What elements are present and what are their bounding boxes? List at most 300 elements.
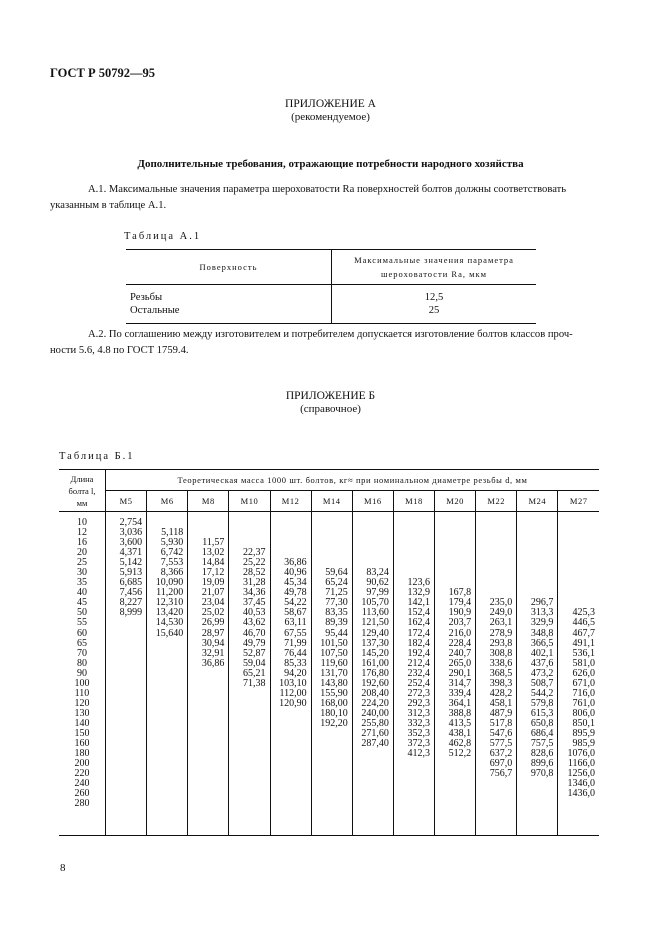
table-b1-mass-value: 364,1 <box>448 697 472 709</box>
table-b1-diameter-header: М12 <box>270 491 311 512</box>
table-b1-mass-value <box>312 548 348 558</box>
table-b1-mass-value: 338,6 <box>489 657 513 669</box>
table-b1-mass-value: 224,20 <box>361 697 389 709</box>
table-b1-mass-value: 5,142 <box>119 557 143 569</box>
table-b1-mass-value <box>188 689 224 699</box>
table-b1-mass-column <box>476 512 517 836</box>
table-b1-mass-value <box>229 759 265 769</box>
table-b1-mass-value <box>147 739 183 749</box>
table-b1-mass-value: 25,02 <box>201 607 225 619</box>
table-b1-mass-value <box>435 799 471 809</box>
table-b1-mass-value <box>476 779 512 789</box>
table-b1-mass-value <box>517 538 553 548</box>
table-b1-diameter-header: М16 <box>352 491 393 512</box>
table-b1-mass-column <box>393 512 434 836</box>
table-b1-mass-value <box>517 558 553 568</box>
table-b1-mass-value <box>271 719 307 729</box>
table-b1-mass-value: 615,3 <box>530 707 554 719</box>
table-b1-diameter-header: М22 <box>476 491 517 512</box>
table-b1-mass-value <box>476 518 512 528</box>
table-b1-mass-value <box>558 548 595 558</box>
table-b1-mass-value <box>188 669 224 679</box>
table-b1-mass-value: 6,742 <box>160 547 184 559</box>
table-b1-mass-value <box>435 779 471 789</box>
table-b1-mass-value: 232,4 <box>407 667 430 679</box>
table-b1-mass-value: 467,7 <box>572 627 595 639</box>
table-b1-mass-value <box>271 769 307 779</box>
table-b1-mass-value: 1166,0 <box>567 758 595 770</box>
table-a1 <box>126 249 536 324</box>
table-b1-mass-value <box>106 799 142 809</box>
table-b1-mass-value <box>106 749 142 759</box>
table-a1-col-surface: Поверхность <box>126 250 332 285</box>
table-b1-mass-value: 970,8 <box>530 768 554 780</box>
table-b1-length-value: 240 <box>74 778 90 790</box>
table-b1-mass-value: 398,3 <box>489 677 513 689</box>
table-b1-mass-value: 487,9 <box>489 707 513 719</box>
table-b1-mass-value <box>147 719 183 729</box>
table-b1-mass-value: 155,90 <box>320 687 348 699</box>
table-b1-mass-value: 240,00 <box>361 707 389 719</box>
table-b1-length-value: 140 <box>74 717 90 729</box>
table-b1-mass-value: 37,45 <box>243 597 266 609</box>
table-b1-mass-column <box>147 512 188 836</box>
table-b1-mass-value: 508,7 <box>530 677 554 689</box>
table-b1-mass-column <box>270 512 311 836</box>
table-b1-mass-value: 120,90 <box>279 697 307 709</box>
table-b1-mass-header: Теоретическая масса 1000 шт. болтов, кг≈ при номинальном диаметре резьбы d, мм <box>106 470 600 491</box>
table-b1-mass-value <box>188 709 224 719</box>
table-a1-values: 12,5 25 <box>332 285 537 324</box>
table-b1-mass-value: 828,6 <box>530 748 554 760</box>
table-b1-mass-value: 1256,0 <box>567 768 595 780</box>
table-b1-mass-value: 7,553 <box>160 557 184 569</box>
table-b1-mass-value: 13,420 <box>155 607 184 619</box>
table-b1-mass-value: 446,5 <box>572 617 595 629</box>
table-b1-mass-value: 458,1 <box>489 697 513 709</box>
table-b1-mass-value <box>106 649 142 659</box>
table-b1-mass-value <box>394 538 430 548</box>
table-b1-mass-value <box>476 578 512 588</box>
table-b1-mass-value <box>229 769 265 779</box>
table-b1-mass-value: 240,7 <box>448 647 472 659</box>
table-b1-length-value: 260 <box>74 788 90 800</box>
table-b1-mass-value: 372,3 <box>407 738 430 750</box>
table-b1-mass-value: 49,78 <box>284 587 307 599</box>
table-b1-mass-value: 4,371 <box>119 547 143 559</box>
table-b1-mass-value: 1076,0 <box>567 748 595 760</box>
table-b1-mass-value <box>312 759 348 769</box>
table-b1-mass-value <box>229 789 265 799</box>
table-b1-length-value: 180 <box>74 748 90 760</box>
table-b1-mass-value <box>147 699 183 709</box>
table-b1-mass-value: 77,30 <box>325 597 348 609</box>
table-b1-mass-value: 203,7 <box>448 617 472 629</box>
table-b1-diameter-header: М8 <box>188 491 229 512</box>
table-b1-mass-value: 512,2 <box>448 748 472 760</box>
table-b1-mass-value <box>558 568 595 578</box>
table-b1-mass-value <box>229 749 265 759</box>
table-b1-length-value: 40 <box>77 587 87 599</box>
appendix-a-heading: Дополнительные требования, отражающие потребности народного хозяйства <box>137 158 524 170</box>
table-b1-mass-value: 167,8 <box>448 587 472 599</box>
table-b1-mass-column <box>517 512 558 836</box>
table-b1-mass-value: 6,685 <box>119 577 143 589</box>
table-b1-mass-value <box>106 679 142 689</box>
table-b1-mass-value <box>271 528 307 538</box>
table-b1-mass-value <box>188 739 224 749</box>
table-b1-mass-value: 313,3 <box>530 607 554 619</box>
table-b1-length-value: 200 <box>74 758 90 770</box>
table-b1-mass-value <box>147 759 183 769</box>
table-b1-mass-value: 34,36 <box>243 587 266 599</box>
table-b1-mass-value: 271,60 <box>361 727 389 739</box>
table-b1-mass-value <box>558 528 595 538</box>
table-b1-mass-value: 536,1 <box>572 647 595 659</box>
table-b1-mass-value: 388,8 <box>448 707 472 719</box>
table-b1-mass-value <box>435 568 471 578</box>
table-b1-length-value: 80 <box>77 657 87 669</box>
table-b1-mass-value: 14,84 <box>201 557 225 569</box>
table-b1-length-value: 50 <box>77 607 87 619</box>
table-b1-mass-value: 985,9 <box>572 738 595 750</box>
table-b1-mass-value <box>106 779 142 789</box>
table-b1-mass-value: 26,99 <box>201 617 225 629</box>
table-b1-mass-value <box>106 669 142 679</box>
paragraph-a2 <box>50 327 608 359</box>
table-b1-mass-column <box>229 512 270 836</box>
table-b1-length-column <box>59 512 106 836</box>
table-b1-mass-value: 101,50 <box>320 637 348 649</box>
table-b1-mass-value: 3,036 <box>119 527 143 539</box>
table-b1-mass-value <box>312 749 348 759</box>
table-b1-mass-value <box>147 649 183 659</box>
table-b1-mass-value <box>435 759 471 769</box>
table-b1-mass-value: 36,86 <box>201 657 225 669</box>
table-b1-mass-column <box>352 512 393 836</box>
table-b1-mass-value <box>106 709 142 719</box>
table-b1-mass-value: 850,1 <box>572 717 595 729</box>
table-b1-mass-value <box>147 749 183 759</box>
table-b1-mass-value <box>147 639 183 649</box>
table-b1-mass-value <box>435 548 471 558</box>
table-b1-mass-value: 168,00 <box>320 697 348 709</box>
table-b1-mass-value: 112,00 <box>279 687 307 699</box>
table-b1-mass-value <box>517 578 553 588</box>
table-b1-mass-value: 671,0 <box>572 677 595 689</box>
table-b1-mass-value: 577,5 <box>489 738 513 750</box>
table-b1-length-value: 10 <box>77 517 87 528</box>
table-b1-mass-value: 228,4 <box>448 637 472 649</box>
table-b1-mass-value <box>353 779 389 789</box>
table-b1-mass-value <box>353 518 389 528</box>
table-b1-mass-value <box>353 759 389 769</box>
table-b1-mass-value <box>435 538 471 548</box>
table-b1-mass-value: 3,600 <box>119 537 143 549</box>
table-b1-mass-value <box>312 528 348 538</box>
table-b1-mass-value: 119,60 <box>320 657 348 669</box>
table-b1-mass-value <box>229 719 265 729</box>
table-b1-length-value: 55 <box>77 617 87 629</box>
table-b1-mass-value <box>394 548 430 558</box>
table-b1-mass-value: 11,200 <box>156 587 184 599</box>
table-b1-mass-value: 71,25 <box>325 587 348 599</box>
table-b1-mass-value: 296,7 <box>530 597 554 609</box>
table-b1-mass-value: 437,6 <box>530 657 554 669</box>
paragraph-a2-line-2: ности 5.6, 4.8 по ГОСТ 1759.4. <box>50 345 189 356</box>
table-b1-mass-value: 212,4 <box>407 657 430 669</box>
table-b1-mass-value <box>312 799 348 809</box>
table-b1-mass-value <box>229 518 265 528</box>
table-a1-surfaces: Резьбы Остальные <box>126 285 332 324</box>
table-b1-mass-value: 176,80 <box>361 667 389 679</box>
table-b1-mass-value: 32,91 <box>201 647 225 659</box>
table-b1-mass-value: 25,22 <box>243 557 266 569</box>
table-b1-mass-value <box>312 769 348 779</box>
table-b1-mass-value: 348,8 <box>530 627 554 639</box>
table-b1-mass-value: 23,04 <box>201 597 225 609</box>
table-b1-length-value: 160 <box>74 738 90 750</box>
table-b1-mass-value: 180,10 <box>320 707 348 719</box>
table-b1-length-value: 65 <box>77 637 87 649</box>
table-b1-mass-value: 192,60 <box>361 677 389 689</box>
table-b1-mass-value <box>476 568 512 578</box>
table-b1-mass-value <box>147 769 183 779</box>
table-b1-mass-value <box>229 739 265 749</box>
table-b1-mass-value: 121,50 <box>361 617 389 629</box>
paragraph-a2-line-1: А.2. По соглашению между изготовителем и потребителем допускается изготовление болтов классов проч- <box>88 329 573 340</box>
paragraph-a1-line-1: А.1. Максимальные значения параметра шероховатости Ra поверхностей болтов должны соответствовать <box>88 184 567 195</box>
table-b1-mass-column <box>188 512 229 836</box>
table-b1-mass-value <box>517 789 553 799</box>
table-b1-length-value: 60 <box>77 627 87 639</box>
table-b1-mass-value: 265,0 <box>448 657 472 669</box>
table-b1-mass-value: 12,310 <box>155 597 184 609</box>
table-b1-mass-value: 129,40 <box>361 627 389 639</box>
table-b1-mass-value <box>106 639 142 649</box>
table-b1-mass-value: 145,20 <box>361 647 389 659</box>
table-b1-mass-value: 113,60 <box>361 607 389 619</box>
table-b1-mass-value <box>106 629 142 639</box>
table-b1-mass-value <box>271 709 307 719</box>
table-b1-length-value: 120 <box>74 697 90 709</box>
table-b1-diameter-header: М6 <box>147 491 188 512</box>
table-b1-mass-value <box>147 669 183 679</box>
table-b1-mass-value: 172,4 <box>407 627 430 639</box>
table-b1-mass-value <box>517 779 553 789</box>
table-b1-length-value: 20 <box>77 547 87 559</box>
table-b1-mass-value: 473,2 <box>530 667 554 679</box>
table-b1-mass-value <box>188 749 224 759</box>
table-b1-mass-value: 40,53 <box>243 607 266 619</box>
table-b1-mass-value <box>147 799 183 809</box>
table-b1-diameter-header: М27 <box>558 491 599 512</box>
table-b1-mass-value <box>106 618 142 628</box>
table-b1-mass-value <box>312 518 348 528</box>
table-b1-mass-value <box>558 588 595 598</box>
table-b1-mass-value <box>476 789 512 799</box>
table-b1-mass-value: 21,07 <box>201 587 225 599</box>
table-b1-mass-value <box>188 719 224 729</box>
table-b1-mass-value: 182,4 <box>407 637 430 649</box>
table-b1-mass-value <box>271 749 307 759</box>
table-b1-mass-value <box>394 779 430 789</box>
table-b1-mass-value: 19,09 <box>201 577 225 589</box>
table-b1-mass-value <box>476 548 512 558</box>
table-b1-length-value: 150 <box>74 727 90 739</box>
table-b1-mass-value: 143,80 <box>320 677 348 689</box>
table-b1-mass-value: 547,6 <box>489 727 513 739</box>
table-b1-mass-value <box>188 759 224 769</box>
table-b1-mass-value: 190,9 <box>448 607 472 619</box>
table-b1-mass-value <box>271 779 307 789</box>
table-b1-mass-value: 412,3 <box>407 748 430 760</box>
table-b1-diameter-header: М10 <box>229 491 270 512</box>
table-b1-mass-value: 46,70 <box>243 627 266 639</box>
table-b1-mass-value: 152,4 <box>407 607 430 619</box>
table-b1-mass-value <box>353 528 389 538</box>
table-b1-mass-value <box>353 799 389 809</box>
table-b1-mass-value <box>229 779 265 789</box>
table-b1-mass-value <box>188 769 224 779</box>
appendix-b-title: ПРИЛОЖЕНИЕ Б <box>285 390 376 402</box>
table-b1-mass-value: 58,67 <box>284 607 307 619</box>
table-b1-mass-value: 31,28 <box>243 577 266 589</box>
table-b1-mass-value: 103,10 <box>279 677 307 689</box>
table-b1-mass-value: 43,62 <box>243 617 266 629</box>
table-b1-mass-value: 252,4 <box>407 677 430 689</box>
table-b1-mass-value: 287,40 <box>361 738 389 750</box>
table-b1-mass-value: 105,70 <box>361 597 389 609</box>
table-b1-mass-value <box>353 538 389 548</box>
table-b1-diameter-header: М5 <box>106 491 147 512</box>
table-b1-mass-value: 10,090 <box>155 577 184 589</box>
table-b1-mass-value <box>188 789 224 799</box>
table-b1-mass-value: 517,8 <box>489 717 513 729</box>
table-b1-mass-value: 626,0 <box>572 667 595 679</box>
table-b1-mass-value <box>312 739 348 749</box>
table-b1-mass-value: 161,00 <box>361 657 389 669</box>
table-b1-mass-value: 366,5 <box>530 637 554 649</box>
table-b1-mass-value: 756,7 <box>489 768 513 780</box>
table-b1-mass-value <box>147 679 183 689</box>
table-b1-mass-value: 89,39 <box>325 617 348 629</box>
table-b1-mass-value: 491,1 <box>572 637 595 649</box>
table-b1-mass-value <box>147 789 183 799</box>
table-b1-mass-value: 97,99 <box>366 587 389 599</box>
table-b1-caption: Таблица Б.1 <box>59 451 135 462</box>
table-b1-mass-value: 90,62 <box>366 577 389 589</box>
table-b1-mass-value: 579,8 <box>530 697 554 709</box>
table-b1-mass-value: 40,96 <box>284 567 307 579</box>
table-b1-mass-value: 8,366 <box>160 567 184 579</box>
table-b1-mass-value <box>517 799 553 809</box>
table-b1-mass-value: 28,52 <box>243 567 266 579</box>
table-b1-mass-value: 308,8 <box>489 647 513 659</box>
table-b1-length-value: 110 <box>74 687 90 699</box>
table-b1-mass-value: 11,57 <box>202 537 225 549</box>
table-b1-mass-value: 761,0 <box>572 697 595 709</box>
table-b1-mass-value <box>188 779 224 789</box>
table-b1-mass-value <box>106 699 142 709</box>
table-b1-mass-value <box>394 528 430 538</box>
table-b1-mass-value: 192,20 <box>320 717 348 729</box>
table-b1-mass-value <box>517 568 553 578</box>
table-b1-mass-value: 14,530 <box>155 617 184 629</box>
table-b1-diameter-header: М20 <box>435 491 476 512</box>
table-b1-mass-value <box>353 548 389 558</box>
table-b1-mass-value: 249,0 <box>489 607 513 619</box>
table-b1-length-value: 30 <box>77 567 87 579</box>
table-b1-length-value: 220 <box>74 768 90 780</box>
table-b1 <box>59 469 599 836</box>
table-b1-mass-value <box>106 759 142 769</box>
table-b1-mass-value <box>558 558 595 568</box>
table-b1-mass-value <box>106 689 142 699</box>
table-b1-length-value: 100 <box>74 677 90 689</box>
table-b1-length-value: 12 <box>77 527 87 539</box>
table-b1-length-value: 70 <box>77 647 87 659</box>
table-b1-mass-value: 76,44 <box>284 647 307 659</box>
table-b1-mass-value: 806,0 <box>572 707 595 719</box>
table-b1-mass-value: 278,9 <box>489 627 513 639</box>
table-b1-mass-value <box>188 518 224 528</box>
table-b1-mass-value: 686,4 <box>530 727 554 739</box>
table-b1-mass-value <box>229 799 265 809</box>
table-b1-diameter-header: М14 <box>311 491 352 512</box>
table-b1-mass-value: 272,3 <box>407 687 430 699</box>
table-b1-mass-value <box>147 709 183 719</box>
table-b1-mass-value: 314,7 <box>448 677 472 689</box>
table-b1-mass-value <box>271 789 307 799</box>
table-b1-mass-value: 95,44 <box>325 627 348 639</box>
table-b1-mass-value <box>271 759 307 769</box>
table-b1-mass-value: 402,1 <box>530 647 554 659</box>
table-b1-mass-value <box>517 518 553 528</box>
table-b1-mass-value <box>558 799 595 809</box>
table-b1-mass-value: 290,1 <box>448 667 472 679</box>
table-b1-mass-value <box>147 729 183 739</box>
table-b1-mass-value: 30,94 <box>201 637 225 649</box>
table-b1-mass-value: 59,04 <box>243 657 266 669</box>
table-b1-mass-value <box>229 729 265 739</box>
table-b1-mass-value <box>558 578 595 588</box>
table-b1-mass-column <box>558 512 599 836</box>
table-a1-caption: Таблица А.1 <box>124 231 202 242</box>
table-b1-mass-value: 71,38 <box>243 677 266 689</box>
table-b1-mass-value <box>394 789 430 799</box>
paragraph-a1 <box>50 182 608 214</box>
table-b1-mass-value: 83,35 <box>325 607 348 619</box>
table-b1-mass-value <box>188 799 224 809</box>
table-b1-mass-value: 235,0 <box>489 597 513 609</box>
table-b1-length-value: 130 <box>74 707 90 719</box>
table-b1-mass-value: 49,79 <box>243 637 266 649</box>
table-b1-mass-value: 107,50 <box>320 647 348 659</box>
table-b1-mass-value <box>106 769 142 779</box>
table-b1-mass-value <box>106 739 142 749</box>
table-b1-mass-value: 292,3 <box>407 697 430 709</box>
table-b1-length-value: 45 <box>77 597 87 609</box>
table-b1-mass-value <box>147 779 183 789</box>
table-b1-mass-value: 716,0 <box>572 687 595 699</box>
table-b1-mass-value <box>435 769 471 779</box>
table-b1-mass-value: 637,2 <box>489 748 513 760</box>
table-b1-mass-value: 54,22 <box>284 597 307 609</box>
table-b1-mass-value <box>312 779 348 789</box>
table-b1-length-value: 280 <box>74 798 90 810</box>
table-b1-mass-value <box>435 518 471 528</box>
